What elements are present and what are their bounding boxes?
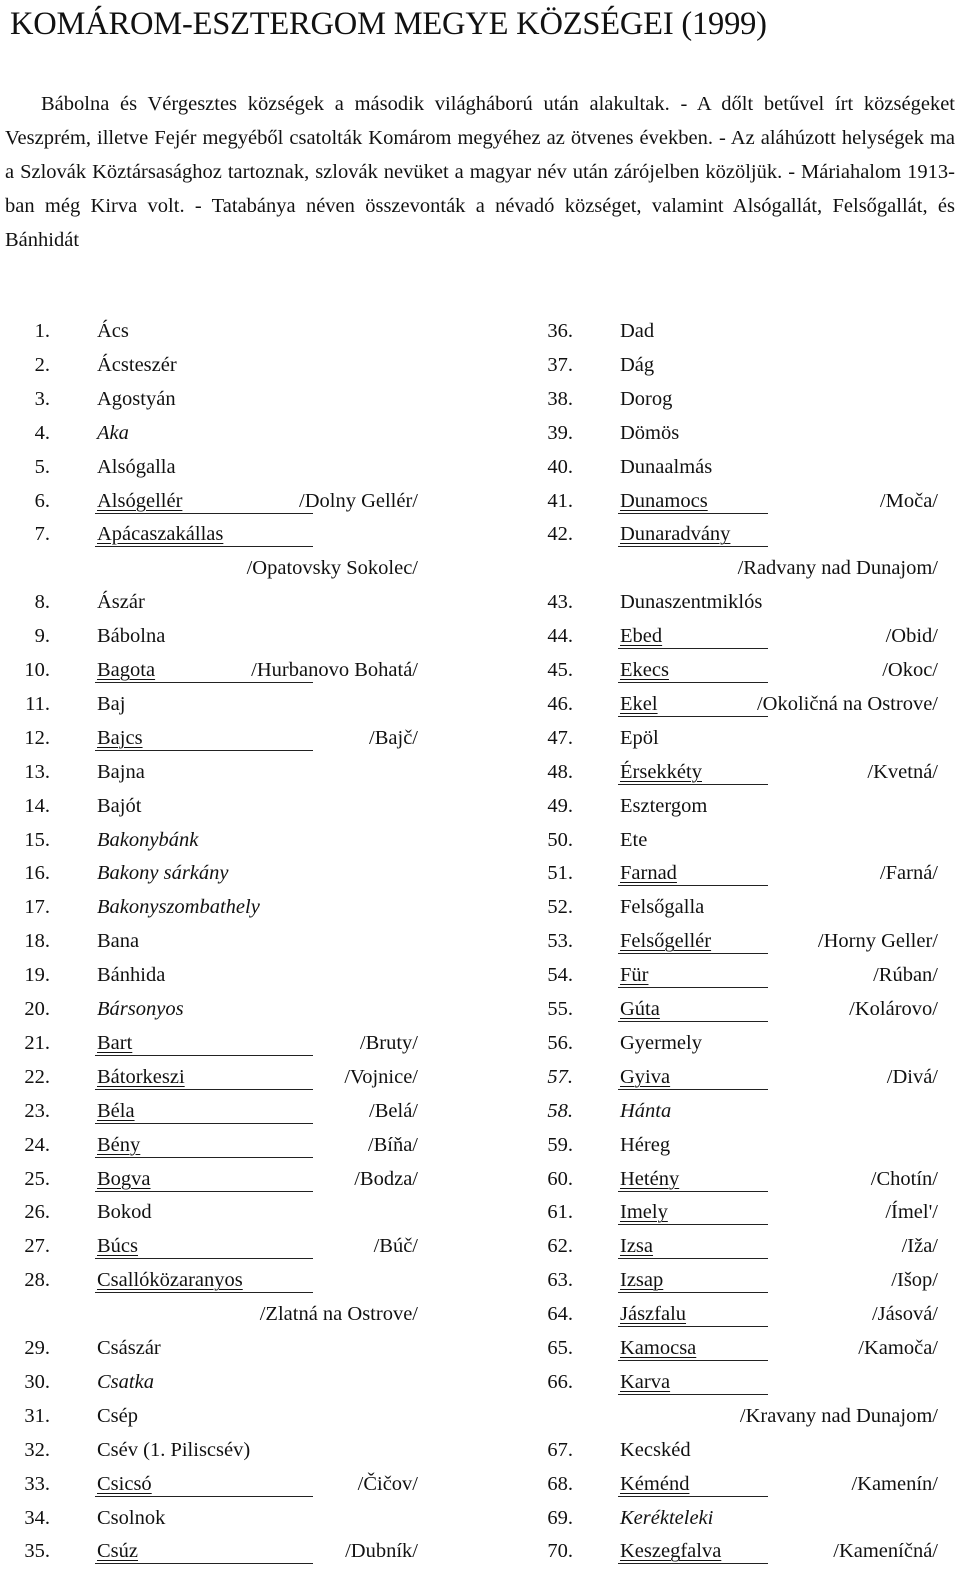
slovak-name: /Dolny Gellér/ [299, 489, 418, 512]
item-number: 69. [547, 1506, 573, 1529]
item-number: 16. [24, 862, 50, 885]
village-name: Bogva [97, 1167, 151, 1190]
slovak-name: /Kravany nad Dunajom/ [739, 1404, 938, 1427]
list-item [24, 1433, 418, 1467]
item-number: 34. [24, 1506, 50, 1529]
item-number: 21. [24, 1031, 50, 1054]
underline-rule [618, 1224, 768, 1225]
underline-rule [618, 1563, 768, 1564]
list-item [547, 958, 938, 992]
underline-rule [618, 716, 768, 717]
list-item [24, 1162, 418, 1196]
underline-rule [618, 1191, 768, 1192]
list-item [547, 382, 938, 416]
village-name: Izsa [620, 1235, 654, 1258]
list-item [547, 484, 938, 518]
item-number: 19. [24, 964, 50, 987]
village-name: Csicsó [97, 1472, 152, 1495]
underline-rule [618, 1496, 768, 1497]
slovak-name: /Bíňa/ [367, 1133, 418, 1156]
intro-paragraph: Bábolna és Vérgesztes községek a második világháború után alakultak. - A dőlt betűvel írt községeket Veszprém, illetve Fejér megyéből csatolták Komárom megyéhez az ötvenes években. - Az aláhúzott helységek ma a Szlovák Köztársasághoz tartoznak, szlovák nevüket a magyar név után zárójelben közöljük. - Máriahalom 1913-ban még Kirva volt. - Tatabánya néven összevonták a névadó községet, valamint Alsógallát, Felsőgallát, és Bánhidát [5, 93, 955, 251]
underline-rule [95, 1292, 313, 1293]
slovak-name: /Chotín/ [870, 1167, 938, 1190]
list-item [24, 721, 418, 755]
village-name: Bársonyos [97, 998, 184, 1020]
village-name: Bakonyszombathely [97, 896, 260, 919]
village-name: Dunaradvány [620, 523, 731, 546]
item-number: 39. [547, 421, 573, 444]
list-item [547, 789, 938, 823]
item-number: 38. [547, 387, 573, 410]
village-name: Csév (1. Piliscsév) [97, 1438, 251, 1461]
underline-rule [95, 750, 313, 751]
item-number: 48. [547, 760, 573, 783]
list-item [24, 958, 418, 992]
item-number: 51. [547, 862, 573, 885]
village-name: Bakonybánk [97, 828, 199, 851]
slovak-name: /Iža/ [901, 1235, 938, 1258]
underline-rule [618, 1292, 768, 1293]
list-item [34, 585, 418, 619]
list-item [24, 1195, 418, 1229]
list-item [24, 1060, 418, 1094]
village-name: Bagota [97, 659, 156, 681]
village-name: Karva [620, 1370, 671, 1393]
slovak-name: /Čičov/ [357, 1472, 418, 1495]
slovak-name: /Bodza/ [354, 1167, 418, 1190]
village-name: Dorog [620, 387, 673, 410]
list-item [547, 585, 938, 619]
item-number: 31. [24, 1404, 50, 1427]
list-item [547, 653, 938, 687]
item-number: 53. [547, 930, 573, 953]
village-name: Farnad [620, 862, 677, 885]
village-name: Bokod [97, 1201, 152, 1224]
list-item [34, 348, 418, 382]
item-number: 12. [24, 726, 50, 749]
underline-rule [618, 1360, 768, 1361]
village-name: Esztergom [620, 794, 708, 817]
list-item [24, 653, 418, 687]
list-item [547, 1128, 938, 1162]
list-item [24, 1365, 418, 1399]
slovak-name: /Horny Geller/ [817, 930, 938, 953]
underline-rule [95, 546, 313, 547]
list-item [547, 924, 938, 958]
item-number: 36. [547, 320, 573, 342]
village-name: Gyermely [620, 1031, 702, 1054]
village-name: Ácsteszér [97, 353, 177, 376]
list-item [547, 1060, 938, 1094]
item-number: 20. [24, 998, 50, 1020]
list-item [547, 1229, 938, 1263]
village-name: Epöl [620, 726, 659, 749]
item-number: 44. [547, 625, 573, 648]
underline-rule [618, 513, 768, 514]
list-item [547, 687, 938, 721]
list-item [24, 1263, 418, 1297]
item-number: 47. [547, 726, 573, 749]
village-name: Dunaalmás [620, 455, 713, 478]
village-name: Csatka [97, 1370, 154, 1393]
village-name: Ászár [97, 591, 145, 614]
village-name: Bart [97, 1031, 133, 1054]
item-number: 50. [547, 828, 573, 851]
village-name: Hetény [620, 1167, 680, 1190]
village-name: Für [620, 964, 649, 987]
village-name: Dunaszentmiklós [620, 591, 763, 614]
slovak-name: /Belá/ [369, 1099, 418, 1122]
slovak-name: /Kamoča/ [858, 1337, 938, 1359]
item-number: 61. [547, 1201, 573, 1224]
item-number: 9. [34, 625, 50, 648]
village-name: Bana [97, 930, 140, 953]
village-name: Dunamocs [620, 489, 708, 512]
item-number: 40. [547, 455, 573, 478]
underline-rule [618, 682, 768, 683]
item-number: 33. [24, 1472, 50, 1495]
item-number: 13. [24, 760, 50, 783]
item-number: 15. [24, 828, 50, 851]
underline-rule [95, 1258, 313, 1259]
village-name: Kamocsa [620, 1337, 697, 1359]
item-number: 3. [34, 387, 50, 410]
underline-rule [618, 885, 768, 886]
list-item [24, 856, 418, 890]
list-item [24, 890, 418, 924]
list-item [24, 1534, 418, 1568]
list-item [547, 450, 938, 484]
village-name: Bánhida [97, 964, 166, 987]
item-number: 45. [547, 659, 573, 681]
village-name: Császár [97, 1337, 161, 1359]
village-name: Béla [97, 1099, 135, 1122]
village-name: Imely [620, 1201, 668, 1224]
list-item [620, 1399, 938, 1433]
village-name: Ács [97, 320, 129, 342]
village-name: Dág [620, 353, 655, 376]
village-name: Búcs [97, 1235, 138, 1258]
item-number: 7. [34, 523, 50, 546]
list-item [34, 450, 418, 484]
item-number: 25. [24, 1167, 50, 1190]
list-item [547, 992, 938, 1026]
slovak-name: /Vojnice/ [344, 1065, 418, 1088]
item-number: 52. [547, 896, 573, 919]
item-number: 18. [24, 930, 50, 953]
list-item [547, 1331, 938, 1365]
list-item [547, 856, 938, 890]
item-number: 1. [34, 320, 50, 342]
underline-rule [618, 1326, 768, 1327]
list-item [620, 551, 938, 585]
list-item [34, 314, 418, 348]
slovak-name: /Jásová/ [871, 1303, 938, 1326]
list-item [547, 1534, 938, 1568]
slovak-name: /Moča/ [879, 489, 938, 512]
village-name: Csép [97, 1404, 138, 1427]
village-name: Keszegfalva [620, 1540, 722, 1563]
item-number: 64. [547, 1303, 573, 1326]
list-item [547, 1195, 938, 1229]
item-number: 66. [547, 1370, 573, 1393]
item-number: 24. [24, 1133, 50, 1156]
item-number: 60. [547, 1167, 573, 1190]
item-number: 49. [547, 794, 573, 817]
list-item [547, 1501, 938, 1535]
village-name: Bajót [97, 794, 142, 817]
list-item [34, 484, 418, 518]
village-name: Izsap [620, 1269, 664, 1292]
underline-rule [95, 1563, 313, 1564]
item-number: 37. [547, 353, 573, 376]
list-item [547, 1026, 938, 1060]
village-name: Apácaszakállas [97, 523, 224, 546]
slovak-name: /Kameníčná/ [833, 1540, 938, 1563]
item-number: 70. [547, 1540, 573, 1563]
village-name: Bakony sárkány [97, 862, 229, 885]
village-name: Jászfalu [620, 1303, 687, 1326]
item-number: 2. [34, 353, 50, 376]
village-name: Érsekkéty [620, 760, 702, 783]
underline-rule [95, 1055, 313, 1056]
underline-rule [95, 1157, 313, 1158]
village-name: Ekel [620, 692, 658, 715]
slovak-name: /Bruty/ [359, 1031, 418, 1054]
list-item [97, 1297, 418, 1331]
list-item [24, 1026, 418, 1060]
village-name: Bábolna [97, 625, 166, 648]
slovak-name: /Ímel'/ [885, 1201, 938, 1224]
list-item [547, 823, 938, 857]
list-item [25, 687, 418, 721]
item-number: 6. [34, 489, 50, 512]
village-name: Alsógalla [97, 455, 176, 478]
list-item [24, 992, 418, 1026]
underline-rule [95, 1123, 313, 1124]
underline-rule [618, 648, 768, 649]
list-item [24, 1331, 418, 1365]
list-item [547, 1467, 938, 1501]
item-number: 30. [24, 1370, 50, 1393]
list-item [547, 755, 938, 789]
village-name: Agostyán [97, 387, 176, 410]
village-name: Felsőgellér [620, 930, 712, 953]
village-name: Kecskéd [620, 1438, 691, 1461]
list-item [24, 1128, 418, 1162]
list-item [34, 619, 418, 653]
list-item [547, 1094, 938, 1128]
item-number: 27. [24, 1235, 50, 1258]
list-item [547, 1365, 938, 1399]
underline-rule [618, 1394, 768, 1395]
slovak-name: /Kamenín/ [851, 1472, 938, 1495]
item-number: 5. [34, 455, 50, 478]
village-name: Csúz [97, 1540, 138, 1563]
slovak-name: /Hurbanovo Bohatá/ [251, 659, 418, 681]
slovak-name: /Dubník/ [345, 1540, 418, 1563]
item-number: 23. [24, 1099, 50, 1122]
slovak-name: /Rúban/ [873, 964, 938, 987]
item-number: 35. [24, 1540, 50, 1563]
slovak-name: /Okoc/ [882, 659, 938, 681]
list-item [547, 619, 938, 653]
underline-rule [618, 987, 768, 988]
item-number: 65. [547, 1337, 573, 1359]
item-number: 56. [547, 1031, 573, 1054]
village-name: Bajcs [97, 726, 143, 749]
item-number: 26. [24, 1201, 50, 1224]
village-name: Bátorkeszi [97, 1065, 185, 1088]
slovak-name: /Bajč/ [369, 726, 418, 749]
item-number: 4. [34, 421, 50, 444]
list-item [24, 1094, 418, 1128]
list-item [547, 314, 938, 348]
village-name: Bajna [97, 760, 145, 783]
item-number: 29. [24, 1337, 50, 1359]
list-item [547, 1263, 938, 1297]
slovak-name: /Išop/ [891, 1269, 938, 1292]
item-number: 41. [547, 489, 573, 512]
village-name: Alsógellér [97, 489, 183, 512]
item-number: 32. [24, 1438, 50, 1461]
underline-rule [618, 1258, 768, 1259]
village-name: Csolnok [97, 1506, 166, 1529]
item-number: 67. [547, 1438, 573, 1461]
village-name: Aka [97, 421, 129, 444]
list-item [24, 823, 418, 857]
list-item [547, 1433, 938, 1467]
list-item [24, 924, 418, 958]
slovak-name: /Obid/ [885, 625, 938, 648]
item-number: 43. [547, 591, 573, 614]
village-name: Kéménd [620, 1472, 690, 1495]
slovak-name: /Divá/ [886, 1065, 938, 1088]
item-number: 28. [24, 1269, 50, 1292]
item-number: 14. [24, 794, 50, 817]
slovak-name: /Zlatná na Ostrove/ [259, 1303, 418, 1326]
list-item [547, 517, 938, 551]
village-name: Ete [620, 828, 648, 851]
village-name: Ebed [620, 625, 663, 648]
item-number: 10. [24, 659, 50, 681]
underline-rule [618, 1021, 768, 1022]
list-item [547, 416, 938, 450]
list-item [34, 416, 418, 450]
list-item [547, 721, 938, 755]
village-name: Csallóközaranyos [97, 1269, 243, 1292]
slovak-name: /Kolárovo/ [849, 998, 938, 1020]
item-number: 62. [547, 1235, 573, 1258]
underline-rule [618, 1089, 768, 1090]
underline-rule [95, 1496, 313, 1497]
village-name: Dad [620, 320, 655, 342]
village-name: Gyiva [620, 1065, 671, 1088]
slovak-name: /Radvany nad Dunajom/ [737, 557, 938, 580]
list-item [24, 1467, 418, 1501]
item-number: 54. [547, 964, 573, 987]
village-name: Bény [97, 1133, 141, 1156]
village-name: Kerékteleki [620, 1506, 714, 1529]
village-name: Héreg [620, 1133, 671, 1156]
item-number: 17. [24, 896, 50, 919]
village-name: Dömös [620, 421, 680, 444]
underline-rule [618, 953, 768, 954]
slovak-name: /Okoličná na Ostrove/ [756, 692, 938, 715]
village-name: Ekecs [620, 659, 669, 681]
slovak-name: /Farná/ [879, 862, 938, 885]
item-number: 58. [547, 1099, 573, 1122]
list-item [24, 1501, 418, 1535]
item-number: 46. [547, 692, 573, 715]
slovak-name: /Opatovsky Sokolec/ [246, 557, 418, 580]
slovak-name: /Búč/ [373, 1235, 418, 1258]
list-item [24, 1399, 418, 1433]
page-title: KOMÁROM-ESZTERGOM MEGYE KÖZSÉGEI (1999) [10, 6, 767, 42]
item-number: 22. [24, 1065, 50, 1088]
list-item [547, 890, 938, 924]
list-item [24, 789, 418, 823]
village-name: Gúta [620, 998, 660, 1020]
underline-rule [95, 1089, 313, 1090]
list-item [24, 1229, 418, 1263]
underline-rule [95, 513, 313, 514]
list-item [34, 382, 418, 416]
slovak-name: /Kvetná/ [867, 760, 938, 783]
list-item [547, 348, 938, 382]
item-number: 59. [547, 1133, 573, 1156]
item-number: 11. [25, 692, 50, 715]
underline-rule [95, 1191, 313, 1192]
list-item [34, 517, 418, 551]
item-number: 55. [547, 998, 573, 1020]
item-number: 63. [547, 1269, 573, 1292]
item-number: 8. [34, 591, 50, 614]
village-name: Felsőgalla [620, 896, 705, 919]
village-name: Baj [97, 692, 126, 715]
list-item [24, 755, 418, 789]
underline-rule [618, 784, 768, 785]
list-item [547, 1297, 938, 1331]
item-number: 68. [547, 1472, 573, 1495]
underline-rule [618, 546, 768, 547]
item-number: 42. [547, 523, 573, 546]
list-item [547, 1162, 938, 1196]
list-item [97, 551, 418, 585]
item-number: 57. [547, 1065, 573, 1088]
village-name: Hánta [620, 1099, 672, 1122]
